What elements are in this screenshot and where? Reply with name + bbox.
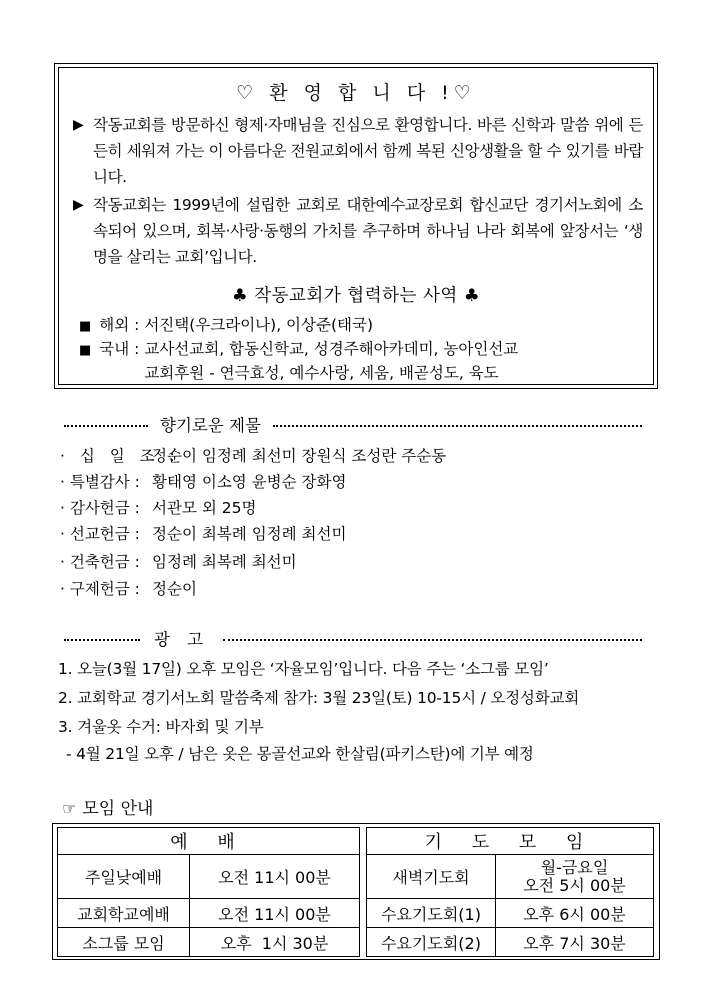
worship-name: 교회학교예배	[58, 899, 190, 928]
worship-name: 주일낮예배	[58, 855, 190, 899]
offerings-title: 향기로운 제물	[160, 416, 261, 435]
worship-time: 오후 1시 30분	[190, 928, 360, 957]
meetings-title: ☞ 모임 안내	[62, 799, 154, 819]
offering-row: · 감사헌금 :서관모 외 25명	[60, 499, 257, 517]
prayer-name: 수요기도회(2)	[367, 928, 496, 957]
offering-row: · 건축헌금 :임정례 최복례 최선미	[60, 553, 297, 571]
welcome-paragraph-2: ▶ 작동교회는 1999년에 설립한 교회로 대한예수교장로회 합신교단 경기서노회에 소속되어 있으며, 회복·사랑·동행의 가치를 추구하며 하나님 나라 회복에 앞장서는 ‘생명을 살리는 교회’입니다.	[73, 192, 643, 270]
prayer-name: 새벽기도회	[367, 855, 496, 899]
welcome-title: ♡ 환 영 합 니 다 !♡	[236, 82, 476, 104]
pointing-hand-icon: ☞	[62, 799, 77, 818]
announcement-item: 2. 교회학교 경기서노회 말씀축제 참가: 3월 23일(토) 10-15시 / 오정성화교회	[58, 689, 580, 707]
offering-row: · 십 일 조 :정순이 임정례 최선미 장원식 조성란 주순동	[60, 447, 447, 465]
prayer-table	[366, 827, 654, 957]
triangle-bullet-icon: ▶	[73, 197, 84, 213]
announcement-item: - 4월 21일 오후 / 남은 옷은 몽골선교와 한살림(파키스탄)에 기부 예정	[66, 745, 534, 763]
offerings-heading	[64, 412, 642, 436]
announcement-item: 1. 오늘(3월 17일) 오후 모임은 ‘자율모임’입니다. 다음 주는 ‘소그룹 모임’	[58, 660, 549, 678]
announcements-title: 광 고	[154, 630, 210, 649]
offering-row: · 특별감사 :황태영 이소영 윤병순 장화영	[60, 473, 347, 491]
offering-row: · 구제헌금 :정순이	[60, 580, 197, 598]
triangle-bullet-icon: ▶	[73, 117, 84, 133]
prayer-time: 오후 6시 00분	[496, 899, 654, 928]
prayer-heading: 기 도 모 임	[367, 828, 654, 855]
worship-heading: 예 배	[58, 828, 360, 855]
mission-title: ♣ 작동교회가 협력하는 사역 ♣	[231, 286, 481, 306]
welcome-paragraph-1: ▶ 작동교회를 방문하신 형제·자매님을 진심으로 환영합니다. 바른 신학과 말씀 위에 든든히 세워져 가는 이 아름다운 전원교회에서 함께 복된 신앙생활을 할 수 있기를 바랍니다.	[73, 112, 643, 190]
welcome-box	[54, 63, 658, 389]
offering-row: · 선교헌금 :정순이 최복례 임정례 최선미	[60, 525, 347, 543]
domestic-missions: ■ 국내 : 교사선교회, 합동신학교, 성경주해아카데미, 농아인선교 교회후원 - 연극효성, 예수사랑, 세움, 배곧성도, 육도	[79, 340, 519, 382]
announcement-item: 3. 겨울옷 수거: 바자회 및 기부	[58, 718, 264, 736]
square-bullet-icon: ■	[79, 319, 92, 334]
prayer-name: 수요기도회(1)	[367, 899, 496, 928]
worship-table	[57, 827, 360, 957]
worship-name: 소그룹 모임	[58, 928, 190, 957]
square-bullet-icon: ■	[79, 343, 92, 358]
worship-time: 오전 11시 00분	[190, 899, 360, 928]
prayer-time: 오후 7시 30분	[496, 928, 654, 957]
worship-time: 오전 11시 00분	[190, 855, 360, 899]
prayer-time: 월-금요일 오전 5시 00분	[496, 855, 654, 899]
announcements-heading	[64, 626, 642, 650]
overseas-missions: ■ 해외 : 서진택(우크라이나), 이상준(태국)	[79, 316, 374, 334]
